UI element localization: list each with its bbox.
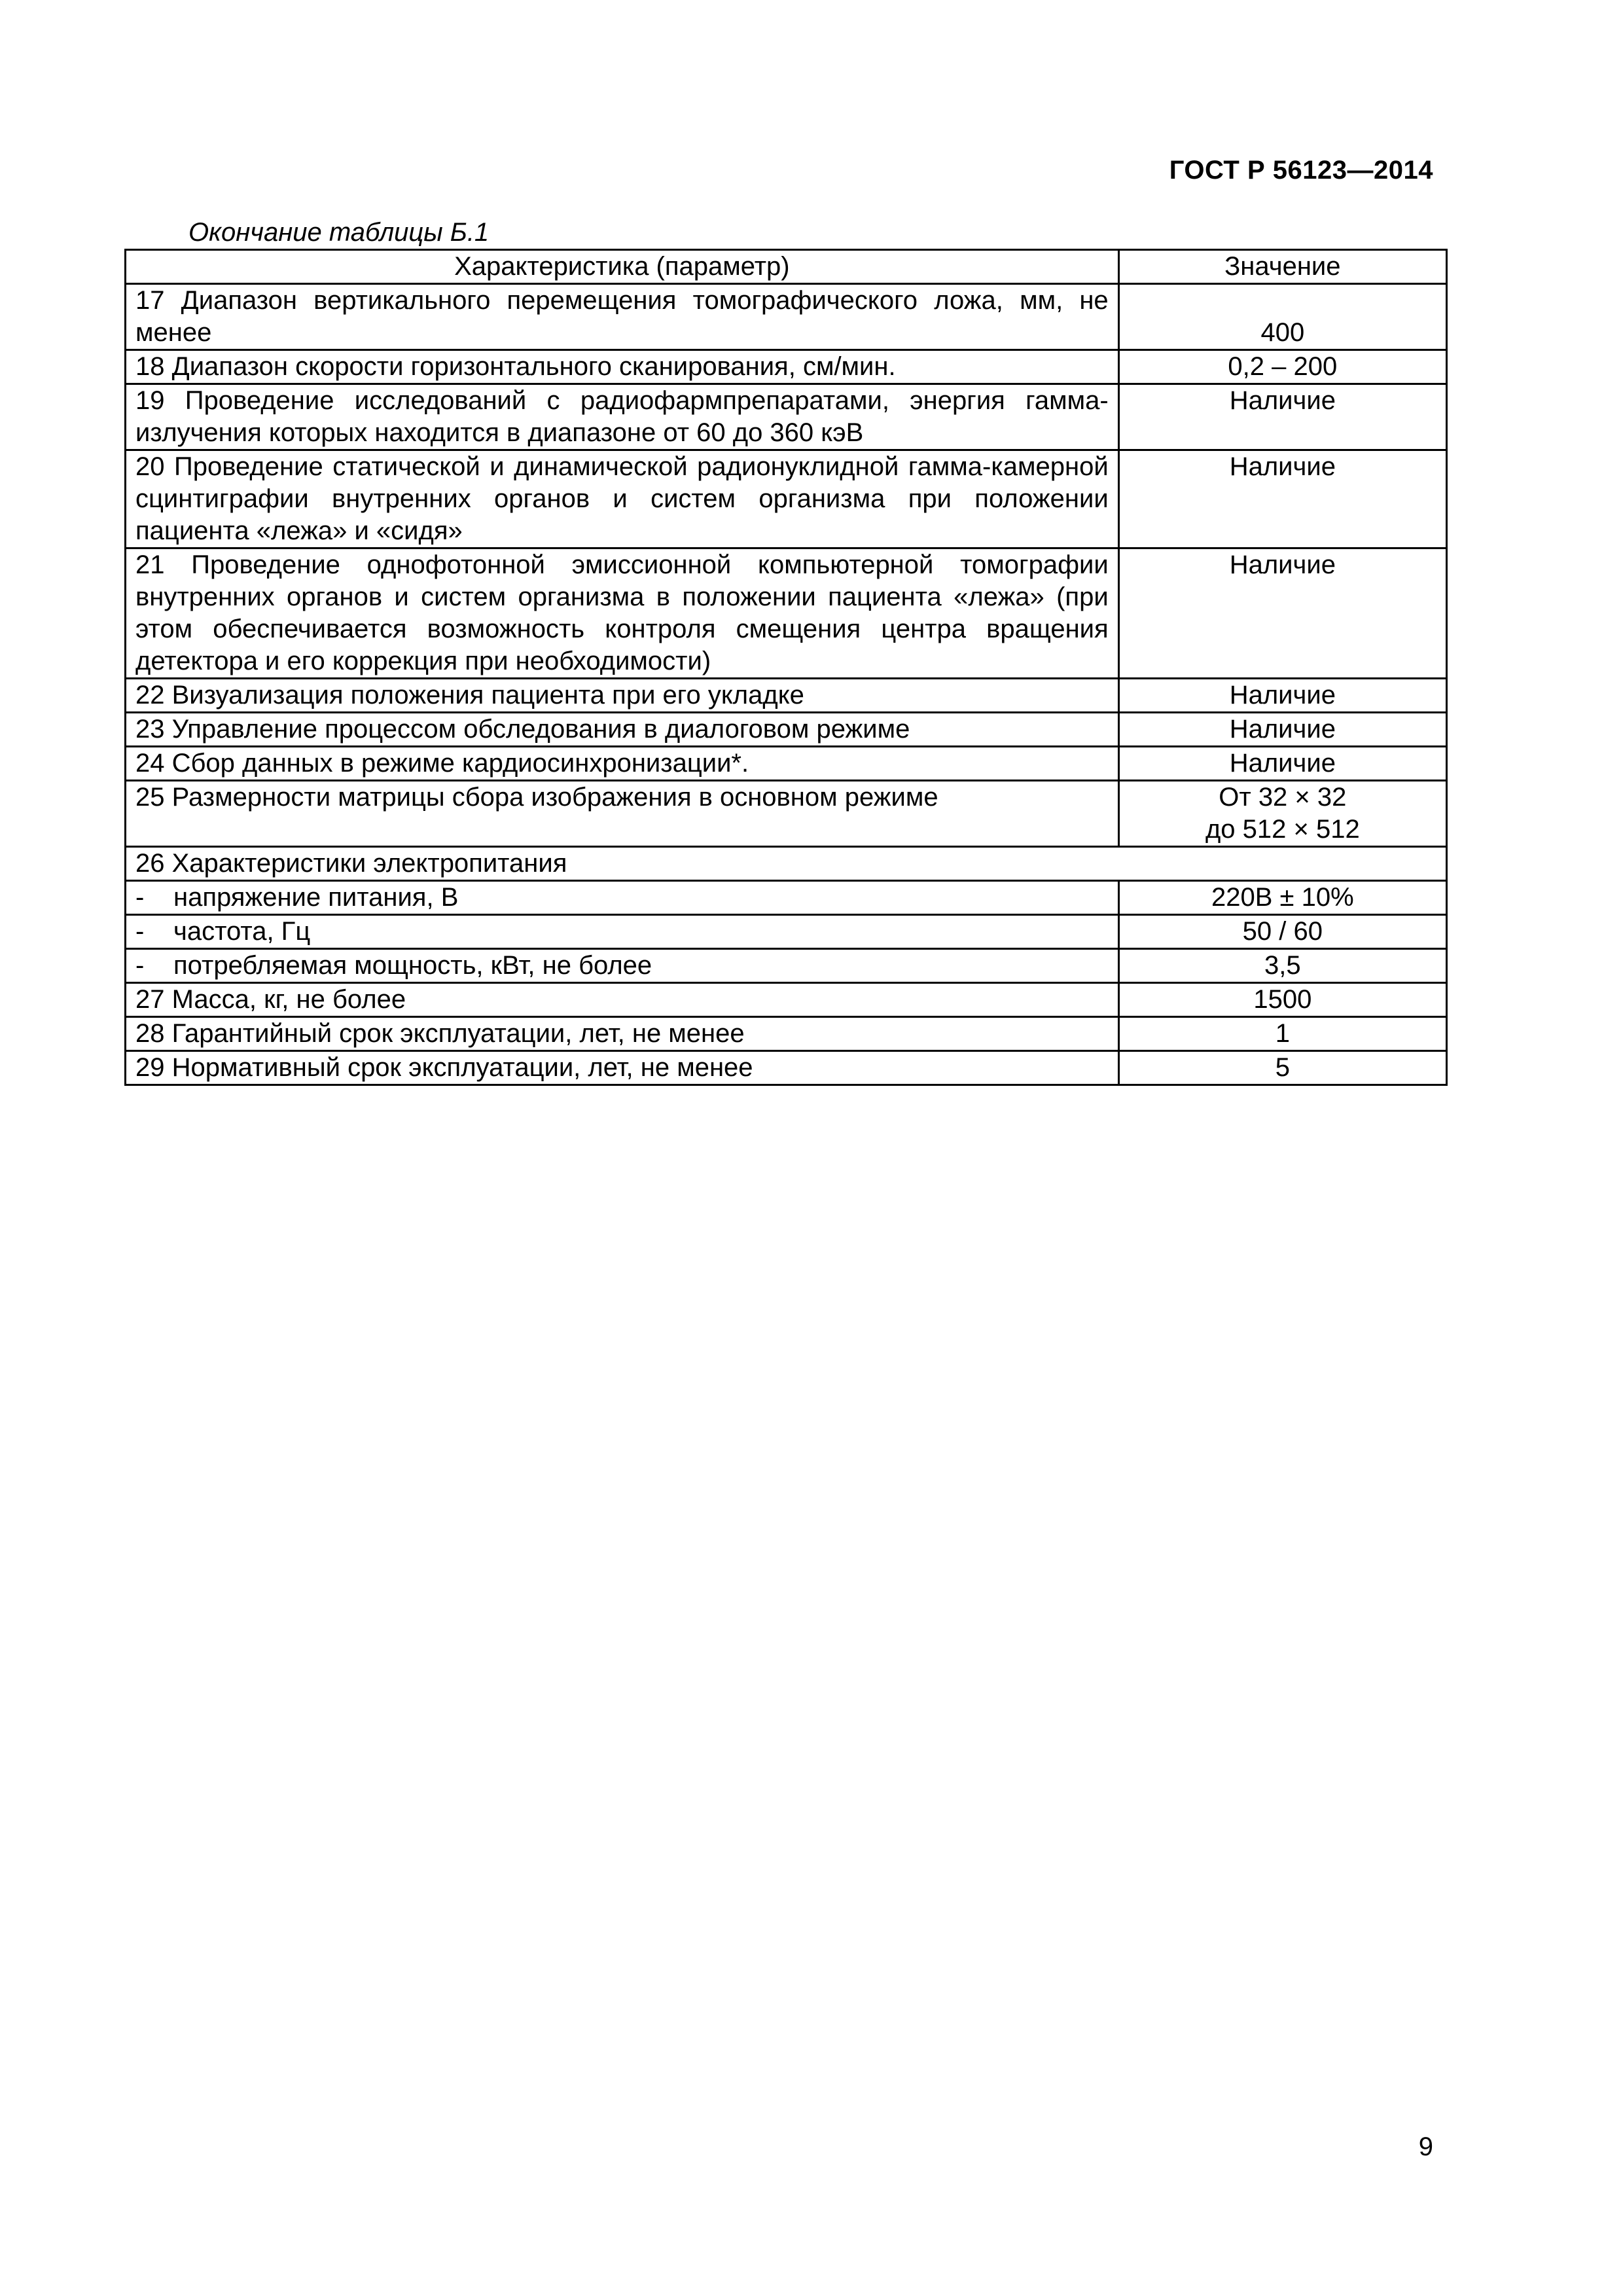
- list-dash: -: [135, 917, 145, 946]
- row-value: 1: [1118, 1017, 1446, 1051]
- list-dash: -: [135, 951, 145, 980]
- table-row: [126, 915, 1447, 949]
- row-value: Наличие: [1118, 384, 1446, 450]
- row-value: 50 / 60: [1118, 915, 1446, 949]
- row-value: 0,2 – 200: [1118, 350, 1446, 384]
- table-row: [126, 350, 1447, 384]
- row-value: 220В ± 10%: [1118, 881, 1446, 915]
- table-row: [126, 284, 1447, 350]
- row-value: Наличие: [1118, 450, 1446, 548]
- table-row: [126, 781, 1447, 847]
- table-row: [126, 450, 1447, 548]
- table-row: [126, 548, 1447, 679]
- row-value: Наличие: [1118, 713, 1446, 747]
- row-param: 24 Сбор данных в режиме кардиосинхронизации*.: [126, 747, 1119, 781]
- table-row: [126, 847, 1447, 881]
- row-value: 5: [1118, 1051, 1446, 1085]
- row-param: [126, 881, 1119, 915]
- row-value: [1118, 781, 1446, 847]
- row-param-text: напряжение питания, В: [173, 883, 459, 912]
- row-param: 29 Нормативный срок эксплуатации, лет, не менее: [126, 1051, 1119, 1085]
- table-row: [126, 949, 1447, 983]
- row-param: 18 Диапазон скорости горизонтального сканирования, см/мин.: [126, 350, 1119, 384]
- row-param: 21 Проведение однофотонной эмиссионной компьютерной томографии внутренних органов и систем организма в положении пациента «лежа» (при этом обеспечивается возможность контроля смещения центра вращения детектора и его коррекция при необходимости): [126, 548, 1119, 679]
- row-param: [126, 949, 1119, 983]
- table-header-row: [126, 250, 1447, 284]
- row-value: 1500: [1118, 983, 1446, 1017]
- table-row: [126, 983, 1447, 1017]
- row-value: 400: [1118, 284, 1446, 350]
- row-param: 23 Управление процессом обследования в диалоговом режиме: [126, 713, 1119, 747]
- row-param: 28 Гарантийный срок эксплуатации, лет, не менее: [126, 1017, 1119, 1051]
- row-value: 3,5: [1118, 949, 1446, 983]
- row-value: Наличие: [1118, 747, 1446, 781]
- row-param-section: 26 Характеристики электропитания: [126, 847, 1447, 881]
- row-value: Наличие: [1118, 679, 1446, 713]
- row-param: 25 Размерности матрицы сбора изображения в основном режиме: [126, 781, 1119, 847]
- row-param-text: потребляемая мощность, кВт, не более: [173, 951, 652, 980]
- row-param: 19 Проведение исследований с радиофармпрепаратами, энергия гамма-излучения которых находится в диапазоне от 60 до 360 кэВ: [126, 384, 1119, 450]
- list-dash: -: [135, 883, 145, 912]
- row-param: 22 Визуализация положения пациента при его укладке: [126, 679, 1119, 713]
- table-row: [126, 1051, 1447, 1085]
- table-row: [126, 679, 1447, 713]
- header-param: Характеристика (параметр): [126, 250, 1119, 284]
- row-param: 17 Диапазон вертикального перемещения томографического ложа, мм, не менее: [126, 284, 1119, 350]
- table-row: [126, 1017, 1447, 1051]
- value-line: до 512 × 512: [1205, 815, 1360, 844]
- row-value: Наличие: [1118, 548, 1446, 679]
- table-caption: Окончание таблицы Б.1: [188, 218, 490, 247]
- row-param-text: частота, Гц: [173, 917, 311, 946]
- spec-table: [124, 249, 1448, 1086]
- header-value: Значение: [1118, 250, 1446, 284]
- row-param: [126, 915, 1119, 949]
- table-row: [126, 881, 1447, 915]
- page-number: 9: [1418, 2132, 1433, 2161]
- document-code: ГОСТ Р 56123—2014: [1169, 156, 1433, 185]
- table-row: [126, 384, 1447, 450]
- row-param: 27 Масса, кг, не более: [126, 983, 1119, 1017]
- value-line: От 32 × 32: [1219, 783, 1347, 812]
- table-row: [126, 747, 1447, 781]
- row-param: 20 Проведение статической и динамической радионуклидной гамма-камерной сцинтиграфии внутренних органов и систем организма при положении пациента «лежа» и «сидя»: [126, 450, 1119, 548]
- table-row: [126, 713, 1447, 747]
